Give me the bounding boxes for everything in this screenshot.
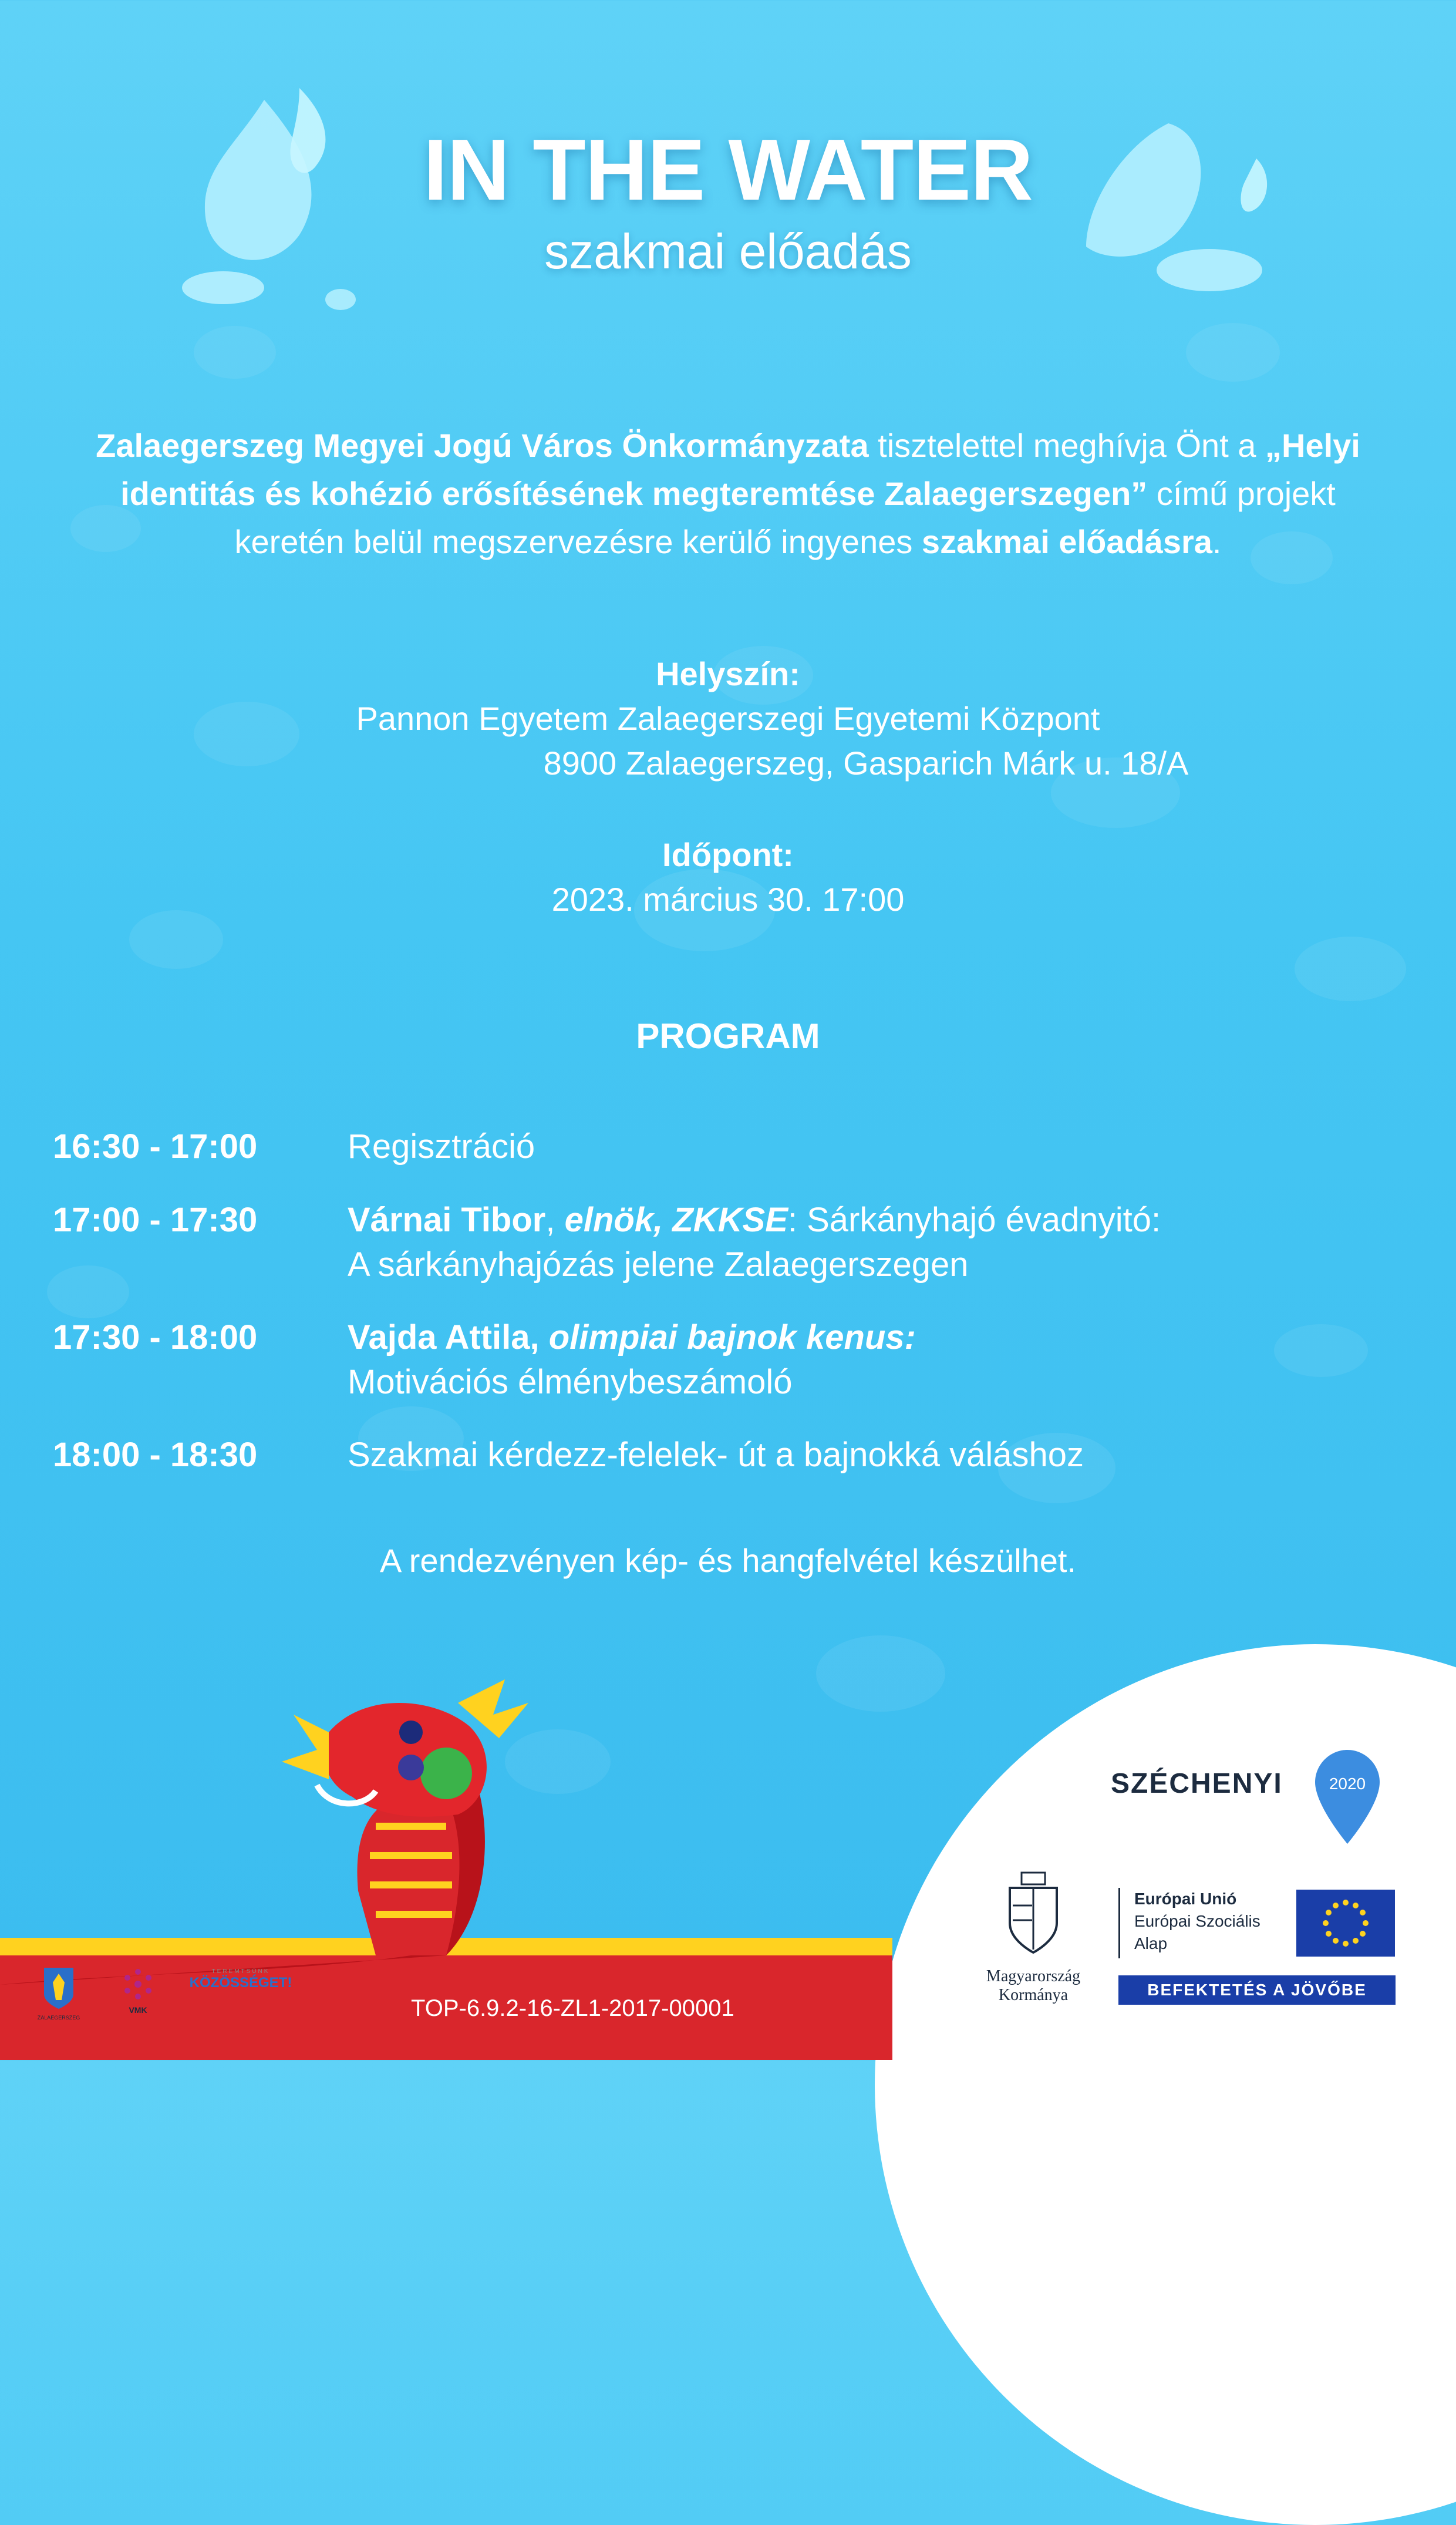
speaker-role: elnök, ZKKSE — [564, 1201, 788, 1239]
time-value: 2023. március 30. 17:00 — [551, 881, 905, 918]
intro-text-1: tisztelettel meghívja Önt a — [868, 427, 1266, 464]
eu-flag-icon — [1296, 1890, 1395, 1957]
vmk-logo — [114, 1967, 161, 2015]
program-description: Szakmai kérdezz-felelek- út a bajnokká váláshoz — [348, 1436, 1084, 1474]
zalaegerszeg-logo-text: ZALAEGERSZEG — [37, 2015, 80, 2021]
program-time: 16:30 - 17:00 — [53, 1127, 258, 1166]
talk-subtitle: A sárkányhajózás jelene Zalaegerszegen — [348, 1245, 969, 1284]
program-time: 17:00 - 17:30 — [53, 1201, 258, 1239]
speaker-role: olimpiai bajnok kenus: — [539, 1318, 916, 1356]
intro-text-3: . — [1212, 523, 1222, 560]
talk-title: : Sárkányhajó évadnyitó: — [787, 1201, 1161, 1239]
event-type: szakmai előadásra — [921, 523, 1212, 560]
talk-subtitle: Motivációs élménybeszámoló — [348, 1363, 793, 1401]
venue-block — [0, 652, 1456, 786]
speaker-name: Várnai Tibor — [348, 1201, 546, 1239]
venue-line-2: 8900 Zalaegerszeg, Gasparich Márk u. 18/A — [543, 745, 1189, 782]
program-description — [348, 1315, 1404, 1405]
zalaegerszeg-logo — [35, 1965, 82, 2021]
intro-text-2: című projekt keretén belül megszervezésre kerülő ingyenes — [234, 475, 1336, 560]
government-label — [957, 1967, 1110, 2005]
program-description — [348, 1198, 1404, 1287]
government-line-1: Magyarország — [986, 1967, 1081, 1985]
teremtsunk-kozosseget-logo — [185, 1968, 296, 1991]
program-time: 18:00 - 18:30 — [53, 1436, 258, 1474]
szechenyi-label: SZÉCHENYI — [1111, 1768, 1283, 1799]
eu-line-3: Alap — [1134, 1934, 1168, 1952]
separator: , — [545, 1201, 565, 1239]
program-title: PROGRAM — [636, 1016, 820, 1056]
project-code: TOP-6.9.2-16-ZL1-2017-00001 — [411, 1995, 734, 2021]
time-label: Időpont: — [662, 836, 794, 873]
project-name: „Helyi identitás és kohézió erősítésének megteremtése Zalaegerszegen” — [120, 427, 1360, 512]
vmk-logo-text: VMK — [129, 2005, 147, 2015]
event-title: IN THE WATER — [423, 122, 1033, 218]
venue-label: Helyszín: — [656, 655, 800, 692]
invest-in-future-banner: BEFEKTETÉS A JÖVŐBE — [1118, 1975, 1396, 2005]
eu-line-2: Európai Szociális — [1134, 1912, 1260, 1930]
recording-note: A rendezvényen kép- és hangfelvétel készülhet. — [379, 1542, 1077, 1579]
zalaegerszeg-crest-icon — [41, 1965, 76, 2012]
eu-line-1: Európai Unió — [1134, 1890, 1237, 1908]
szechenyi-year: 2020 — [1329, 1775, 1366, 1793]
program-time: 17:30 - 18:00 — [53, 1318, 258, 1356]
time-block — [0, 833, 1456, 922]
invitation-text — [76, 422, 1380, 566]
szechenyi-2020-pin-icon — [1312, 1747, 1383, 1847]
hungary-coat-of-arms-icon — [998, 1870, 1069, 1958]
venue-line-1: Pannon Egyetem Zalaegerszegi Egyetemi Központ — [356, 700, 1100, 737]
organizer-name: Zalaegerszeg Megyei Jogú Város Önkormányzata — [96, 427, 869, 464]
logo3-bottom-text: KÖZÖSSÉGET! — [189, 1975, 292, 1991]
vmk-dots-icon — [120, 1967, 156, 2002]
eu-fund-label — [1118, 1888, 1260, 1958]
program-description: Regisztráció — [348, 1127, 535, 1166]
event-subtitle: szakmai előadás — [544, 224, 912, 279]
speaker-name: Vajda Attila, — [348, 1318, 540, 1356]
government-line-2: Kormánya — [998, 1986, 1069, 2004]
logo3-top-text: TEREMTSÜNK — [211, 1968, 270, 1975]
